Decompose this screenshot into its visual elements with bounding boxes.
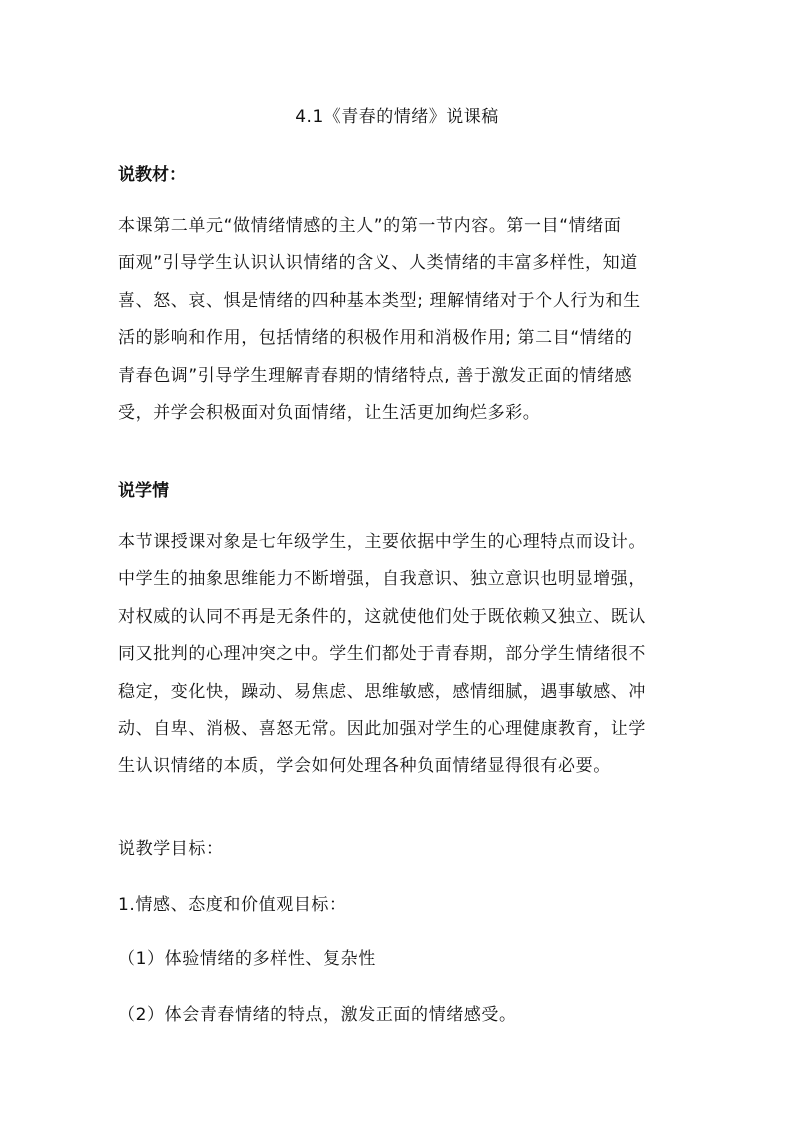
section-heading-students: 说学情 bbox=[118, 481, 169, 501]
objectives-sub-heading: 1.情感、态度和价值观目标： bbox=[118, 895, 347, 915]
paragraph-line: 喜、怒、哀、惧是情绪的四种基本类型; 理解情绪对于个人行为和生 bbox=[118, 290, 641, 311]
objectives-heading: 说教学目标： bbox=[118, 839, 224, 859]
paragraph-line: 本节课授课对象是七年级学生，主要依据中学生的心理特点而设计。 bbox=[118, 532, 646, 552]
paragraph-line: 面观”引导学生认识认识情绪的含义、人类情绪的丰富多样性，知道 bbox=[118, 253, 638, 274]
paragraph-line: 活的影响和作用，包括情绪的积极作用和消极作用; 第二目“情绪的 bbox=[118, 328, 633, 349]
paragraph-line: 生认识情绪的本质，学会如何处理各种负面情绪显得很有必要。 bbox=[118, 756, 611, 777]
section-heading-textbook: 说教材： bbox=[118, 165, 186, 185]
paragraph-students bbox=[118, 524, 686, 786]
paragraph-line: 本课第二单元“做情绪情感的主人”的第一节内容。第一目“情绪面 bbox=[118, 216, 622, 236]
paragraph-line: 对权威的认同不再是无条件的，这就使他们处于既依赖又独立、既认 bbox=[118, 606, 646, 627]
paragraph-line: 动、自卑、消极、喜怒无常。因此加强对学生的心理健康教育，让学 bbox=[118, 719, 646, 740]
objective-item: （2）体会青春情绪的特点，激发正面的情绪感受。 bbox=[118, 1005, 517, 1025]
paragraph-line: 同又批判的心理冲突之中。学生们都处于青春期，部分学生情绪很不 bbox=[118, 644, 646, 665]
paragraph-line: 青春色调”引导学生理解青春期的情绪特点, 善于激发正面的情绪感 bbox=[118, 365, 633, 386]
objective-item: （1）体验情绪的多样性、复杂性 bbox=[118, 949, 376, 969]
paragraph-line: 受，并学会积极面对负面情绪，让生活更加绚烂多彩。 bbox=[118, 403, 541, 424]
document-title: 4.1《青春的情绪》说课稿 bbox=[295, 107, 499, 127]
paragraph-line: 中学生的抽象思维能力不断增强，自我意识、独立意识也明显增强， bbox=[118, 569, 646, 590]
paragraph-textbook bbox=[118, 208, 686, 432]
paragraph-line: 稳定，变化快，躁动、易焦虑、思维敏感，感情细腻，遇事敏感、冲 bbox=[118, 681, 646, 702]
